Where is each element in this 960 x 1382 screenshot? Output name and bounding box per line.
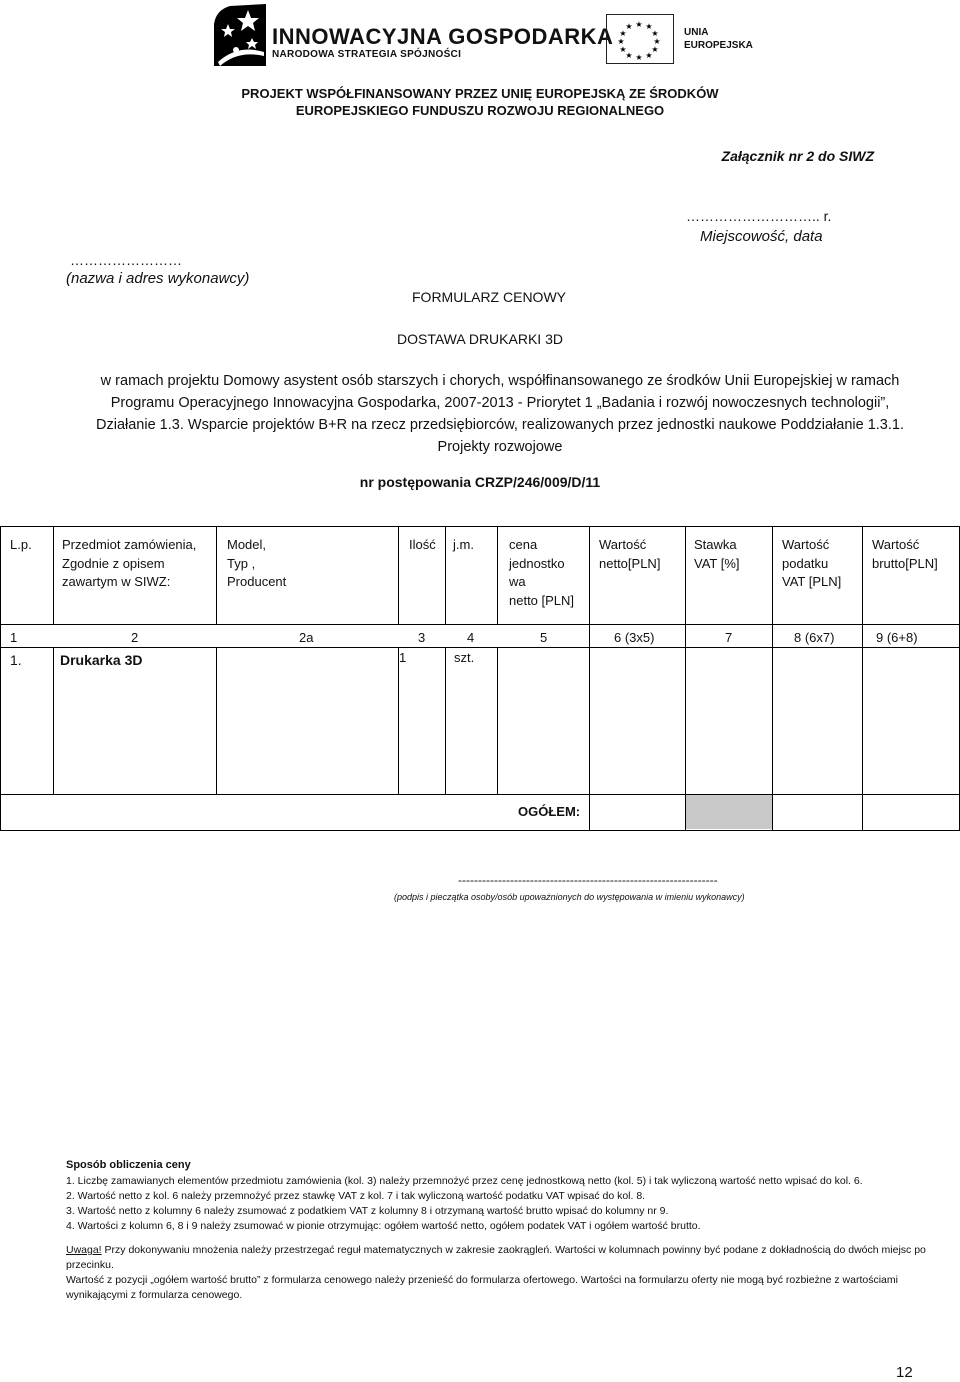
page-number: 12 [896,1364,913,1381]
header-model: Model, Typ , Producent [227,537,287,589]
place-date-field: ……………………….. r. [686,208,832,224]
warning-label: Uwaga! [66,1244,102,1256]
eu-flag-icon [606,14,674,64]
svg-text:★: ★ [625,51,633,60]
col-number: 1 [10,630,18,645]
col-number: 8 (6x7) [794,630,835,645]
program-title: INNOWACYJNA GOSPODARKA [272,24,614,49]
svg-text:★: ★ [651,45,659,54]
calculation-notes: Sposób obliczenia ceny 1. Liczbę zamawianych elementów przedmiotu zamówienia (kol. 3) należy przemnożyć przez cenę jednostkową netto (kol. 5) i tak wyliczoną wartość netto wpisać do kol. 6. 2. Wartość netto z kol. 6 należy przemnożyć przez stawkę VAT z kol. 7 i tak wyliczoną wartość podatku VAT wpisać do kol. 8. 3. Wartość netto z kolumny 6 należy zsumować z podatkiem VAT z kolumny 8 i otrzymaną wartość brutto wpisać do kolumny nr 9. 4. Wartości z kolumn 6, 8 i 9 należy zsumować w pionie otrzymując: ogółem wartość netto, ogółem podatek VAT i ogółem wartość brutto. Uwaga! Przy dokonywaniu mnożenia należy przestrzegać reguł matematycznych w zakresie zaokrągleń. Wartości w kolumnach powinny być podane z dokładnością do dwóch miejsc po przecinku. Wartość z pozycji „ogółem wartość brutto” z formularza cenowego należy przenieść do formularza ofertowego. Wartości na formularzu oferty nie mogą być rozbieżne z wartościami wynikającymi z formularza cenowego. [66,1159,926,1301]
header-vat-value: Wartość podatku VAT [PLN] [782,537,842,589]
annex-label: Załącznik nr 2 do SIWZ [721,148,874,164]
place-date-label: Miejscowość, data [700,228,823,245]
svg-text:★: ★ [619,29,627,38]
col-number: 4 [467,630,475,645]
signature-line: ----------------------------------------------------------------- [458,873,718,887]
header-qty: Ilość [409,537,436,552]
svg-text:★: ★ [635,53,643,62]
intro-paragraph: w ramach projektu Domowy asystent osób starszych i chorych, współfinansowanego ze środków Unii Europejskiej w ramach Programu Operacyjnego Innowacyjna Gospodarka, 2007-2013 - Priorytet 1 „Badania i rozwój nowoczesnych technologii”, Działanie 1.3. Wsparcie projektów B+R na rzecz przedsiębiorców, realizowanych przez jednostki naukowe Poddziałanie 1.3.1. Projekty rozwojowe [96,373,904,455]
signature-label: (podpis i pieczątka osoby/osób upoważnionych do występowania w imieniu wykonawcy) [394,892,745,902]
col-number: 7 [725,630,733,645]
header-vat-rate: Stawka VAT [%] [694,537,740,571]
warning-text: Przy dokonywaniu mnożenia należy przestrzegać reguł matematycznych w zakresie zaokrągleń. Wartości w kolumnach powinny być podane z dokładnością do dwóch miejsc po przecinku. [66,1244,926,1271]
contractor-label: (nazwa i adres wykonawcy) [66,270,250,287]
header-net-value: Wartość netto[PLN] [599,537,661,571]
project-funding-line-2: EUROPEJSKIEGO FUNDUSZU ROZWOJU REGIONALNEGO [295,103,665,118]
col-number: 2 [131,630,139,645]
svg-text:★: ★ [617,37,625,46]
eu-label: UNIA EUROPEJSKA [684,27,753,51]
total-label: OGÓŁEM: [518,804,581,819]
row-lp: 1. [10,652,22,668]
row-qty: 1 [399,650,407,665]
header-unit: j.m. [453,537,474,552]
project-funding-line-1: PROJEKT WSPÓŁFINANSOWANY PRZEZ UNIĘ EUROPEJSKĄ ZE ŚRODKÓW [241,86,719,101]
header-gross-value: Wartość brutto[PLN] [872,537,938,571]
innowacyjna-gospodarka-logo-icon [208,4,268,68]
svg-text:★: ★ [635,20,643,29]
procedure-number: nr postępowania CRZP/246/009/D/11 [359,474,601,490]
svg-text:★: ★ [651,29,659,38]
header-lp: L.p. [10,537,32,552]
col-number: 5 [540,630,548,645]
svg-text:★: ★ [645,51,653,60]
svg-text:★: ★ [653,37,661,46]
row-item: Drukarka 3D [60,652,143,668]
svg-text:★: ★ [645,22,653,31]
row-unit: szt. [454,650,475,665]
header-item: Przedmiot zamówienia, Zgodnie z opisem zawartym w SIWZ: [62,537,197,589]
header-unit-price: cena jednostko wa netto [PLN] [509,537,575,608]
delivery-title: DOSTAWA DRUKARKI 3D [397,331,563,347]
final-note: Wartość z pozycji „ogółem wartość brutto” z formularza cenowego należy przenieść do formularza ofertowego. Wartości na formularzu oferty nie mogą być rozbieżne z wartościami wynikającymi z formularza cenowego. [66,1274,898,1301]
svg-text:★: ★ [619,45,627,54]
svg-text:★: ★ [625,22,633,31]
col-number: 6 (3x5) [614,630,655,645]
col-number: 2a [299,630,314,645]
col-number: 9 (6+8) [876,630,918,645]
form-title: FORMULARZ CENOWY [412,289,566,305]
program-subtitle: NARODOWA STRATEGIA SPÓJNOŚCI [272,49,462,60]
contractor-field: …………………… [70,252,182,268]
col-number: 3 [418,630,426,645]
